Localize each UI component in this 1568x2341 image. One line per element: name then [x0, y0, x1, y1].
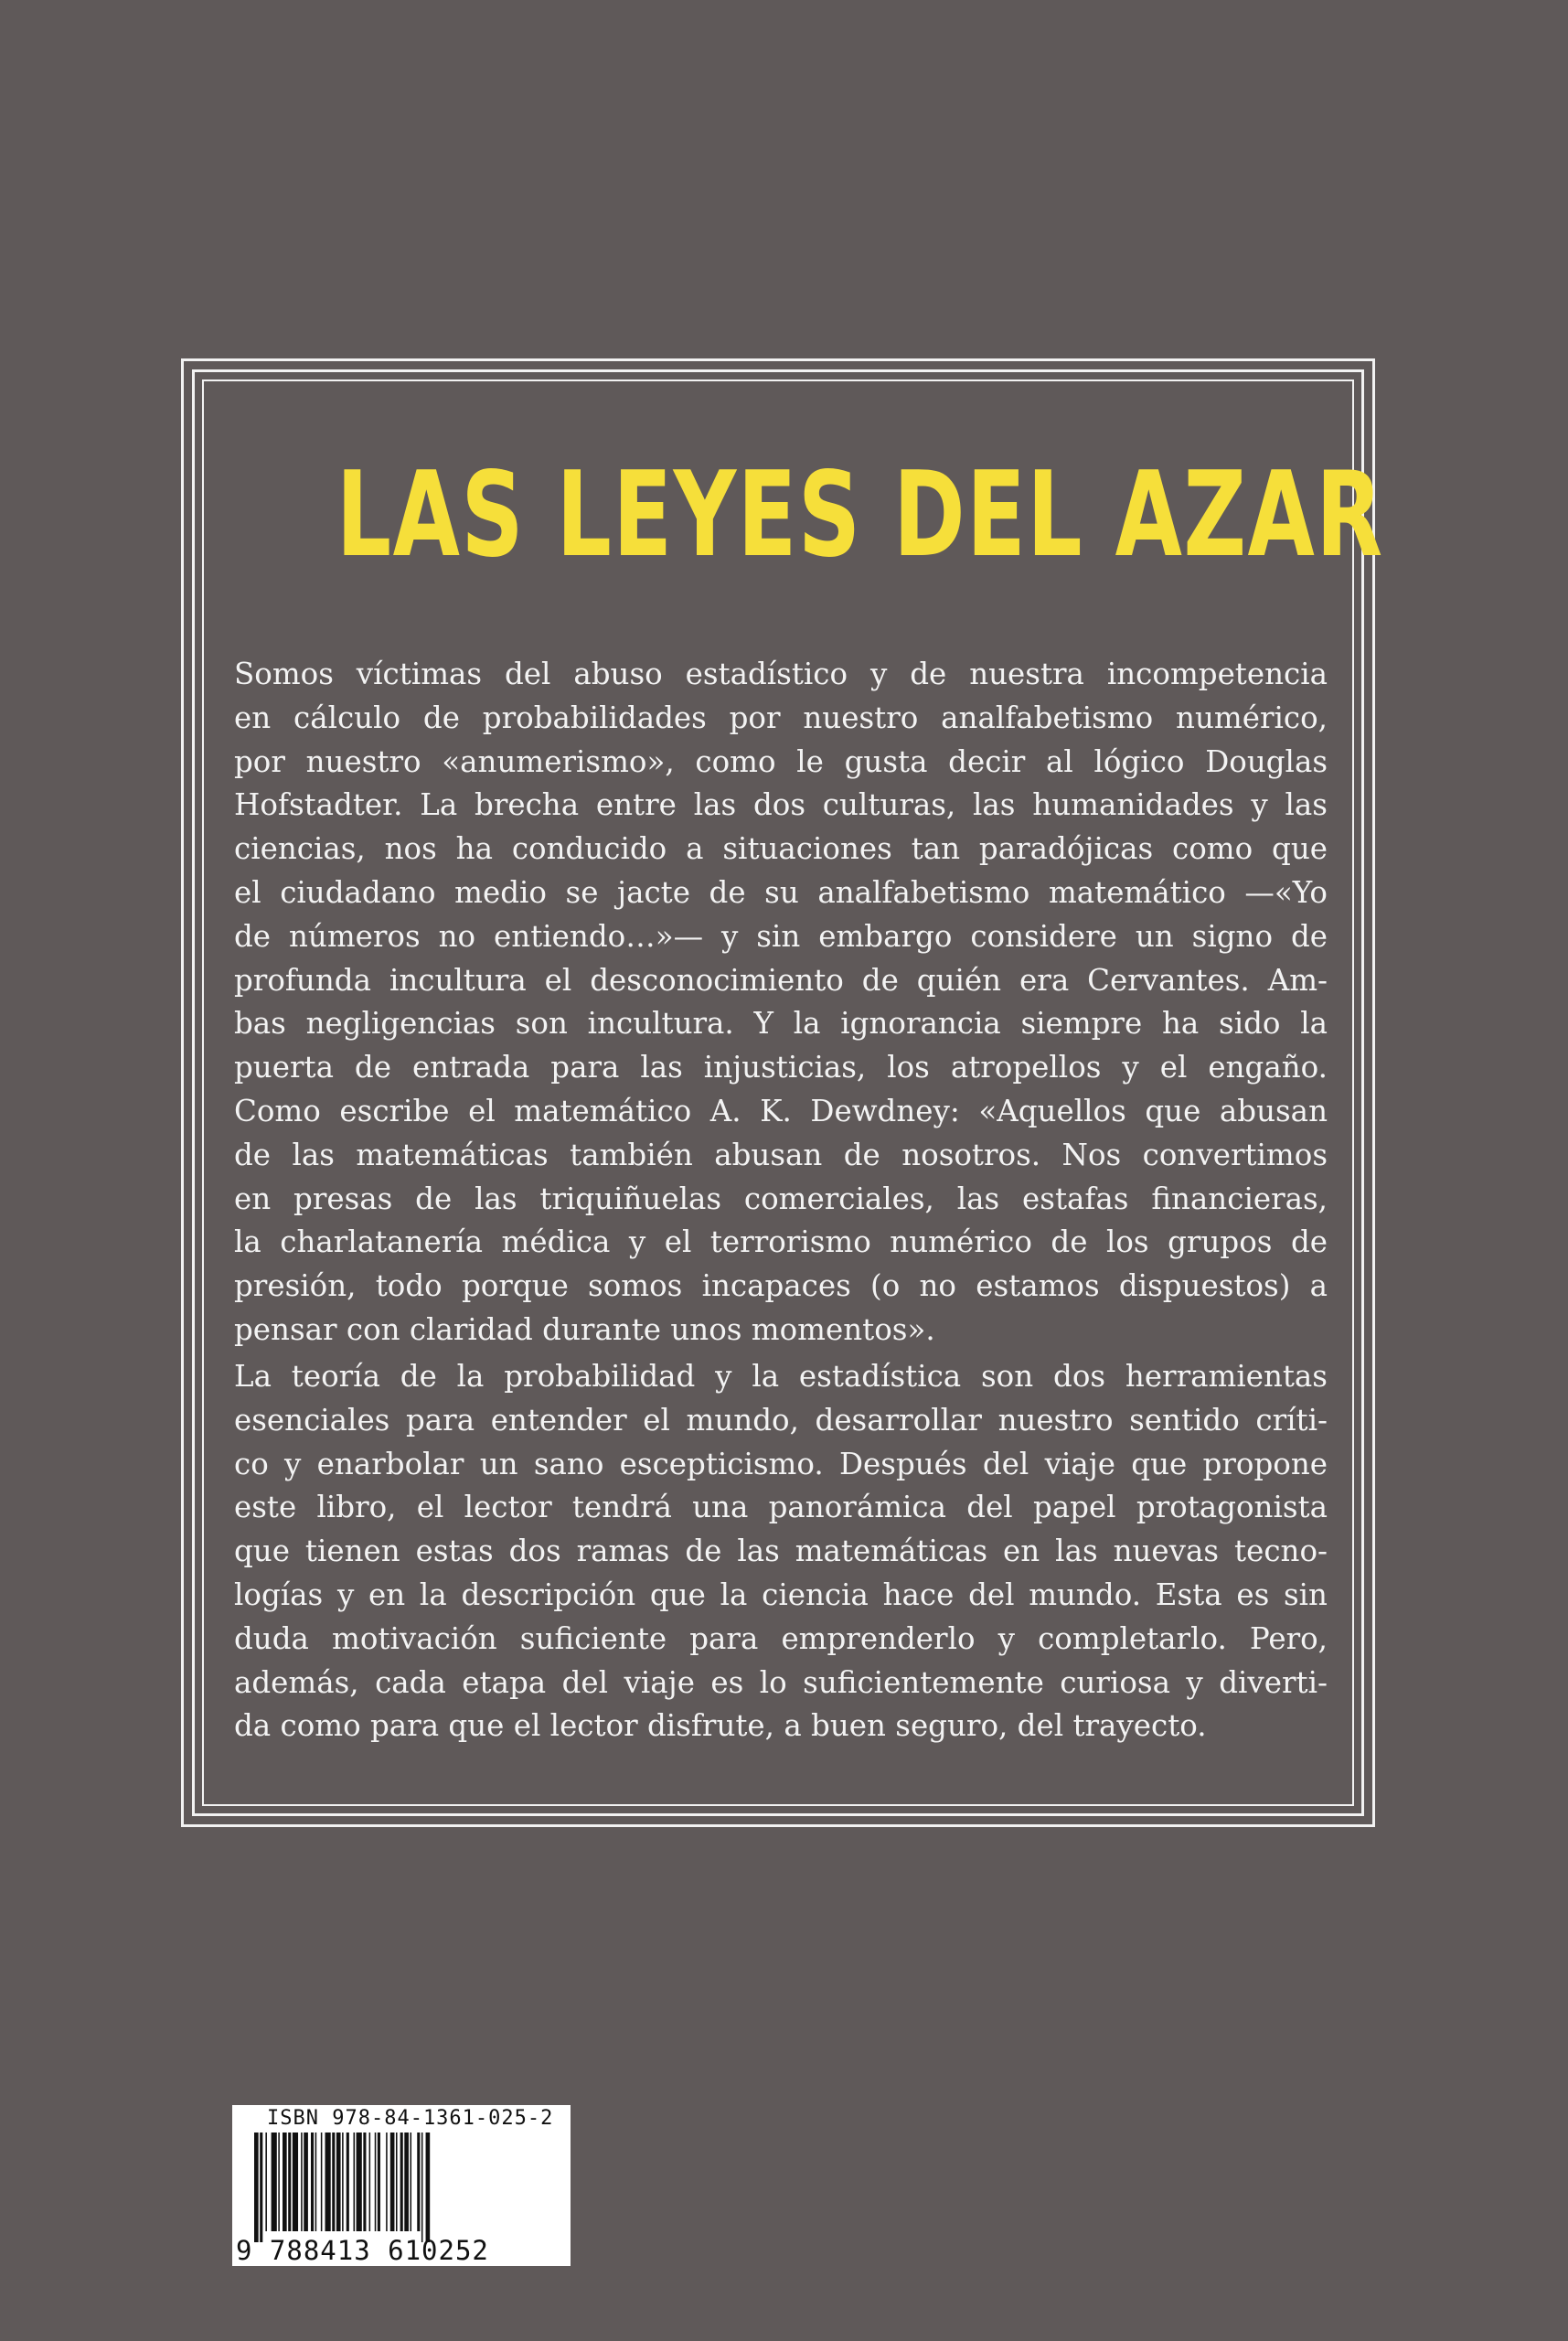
ean-digits: 9 788413 610252: [236, 2235, 489, 2266]
text-line: La teoría de la probabilidad y la estadística son dos herramientas: [234, 1359, 1328, 1394]
barcode-bar: [254, 2133, 259, 2242]
text-line: puerta de entrada para las injusticias, los atropellos y el engaño.: [234, 1050, 1328, 1085]
barcode-bar: [396, 2133, 398, 2231]
barcode-bar: [426, 2133, 431, 2242]
text-line: por nuestro «anumerismo», como le gusta decir al lógico Douglas: [234, 743, 1328, 779]
text-line: Somos víctimas del abuso estadístico y de nuestra incompetencia: [234, 657, 1328, 691]
text-line: en presas de las triquiñuelas comerciales, las estafas financieras,: [234, 1181, 1328, 1216]
barcode-bar: [260, 2133, 262, 2242]
barcode-bar: [378, 2133, 380, 2231]
barcode-bar: [354, 2133, 356, 2231]
text-line: de las matemáticas también abusan de nosotros. Nos convertimos: [234, 1137, 1328, 1172]
barcode-bar: [404, 2133, 409, 2231]
barcode-bar: [336, 2133, 341, 2231]
text-line: co y enarbolar un sano escepticismo. Después del viaje que propone: [234, 1446, 1328, 1481]
barcode-bar: [400, 2133, 403, 2231]
text-line: además, cada etapa del viaje es lo suficientemente curiosa y diverti-: [234, 1664, 1328, 1700]
barcode-bar: [293, 2133, 298, 2231]
barcode-bar: [390, 2133, 395, 2231]
barcode-bar: [272, 2133, 277, 2231]
text-line: presión, todo porque somos incapaces (o no estamos dispuestos) a: [234, 1268, 1328, 1304]
barcode-bar: [325, 2133, 331, 2231]
barcode-bar: [375, 2133, 377, 2231]
barcode-bar: [311, 2133, 314, 2231]
text-line: el ciudadano medio se jacte de su analfabetismo matemático —«Yo: [234, 874, 1328, 910]
barcode-bar: [332, 2133, 335, 2231]
barcode-bar: [321, 2133, 323, 2231]
text-line: Hofstadter. La brecha entre las dos culturas, las humanidades y las: [234, 787, 1328, 823]
text-line: pensar con claridad durante unos momentos».: [234, 1311, 935, 1347]
barcode-bar: [411, 2133, 412, 2231]
barcode-bar: [369, 2133, 371, 2231]
text-line: duda motivación suficiente para emprenderlo y completarlo. Pero,: [234, 1620, 1328, 1656]
text-line: profunda incultura el desconocimiento de quién era Cervantes. Am-: [234, 962, 1328, 998]
text-line: logías y en la descripción que la ciencia hace del mundo. Esta es sin: [234, 1577, 1328, 1612]
barcode-bar: [315, 2133, 317, 2231]
barcode-bar: [283, 2133, 287, 2231]
text-line: la charlatanería médica y el terrorismo numérico de los grupos de: [234, 1224, 1328, 1260]
isbn-label: ISBN 978-84-1361-025-2: [267, 2107, 554, 2130]
barcode-bar: [265, 2133, 267, 2231]
synopsis-paragraph-2: [234, 1355, 1328, 1748]
barcode-bar: [386, 2133, 388, 2231]
barcode-bar: [301, 2133, 303, 2231]
barcode-bar: [421, 2133, 423, 2242]
barcode-bar: [304, 2133, 308, 2231]
barcode-bar: [363, 2133, 366, 2231]
text-line: Como escribe el matemático A. K. Dewdney: «Aquellos que abusan: [234, 1093, 1328, 1128]
text-line: que tienen estas dos ramas de las matemáticas en las nuevas tecno-: [234, 1534, 1328, 1569]
synopsis-paragraph-1: [234, 653, 1328, 1352]
text-line: bas negligencias son incultura. Y la ignorancia siempre ha sido la: [234, 1006, 1328, 1042]
barcode-bar: [288, 2133, 291, 2231]
barcode-bar: [357, 2133, 362, 2231]
barcode-bar: [278, 2133, 280, 2231]
text-line: de números no entiendo…»— y sin embargo considere un signo de: [234, 918, 1328, 954]
text-line: ciencias, nos ha conducido a situaciones tan paradójicas como que: [234, 831, 1328, 867]
barcode-bar: [342, 2133, 344, 2231]
text-line: esenciales para entender el mundo, desarrollar nuestro sentido críti-: [234, 1402, 1328, 1438]
text-line: este libro, el lector tendrá una panorámica del papel protagonista: [234, 1490, 1328, 1525]
barcode-bar: [417, 2133, 420, 2231]
book-title: LAS LEYES DEL AZAR: [336, 447, 1384, 583]
text-line: da como para que el lector disfrute, a buen seguro, del trayecto.: [234, 1708, 1207, 1744]
barcode-bar: [347, 2133, 349, 2231]
isbn-barcode: [232, 2105, 571, 2266]
text-line: en cálculo de probabilidades por nuestro analfabetismo numérico,: [234, 700, 1328, 735]
